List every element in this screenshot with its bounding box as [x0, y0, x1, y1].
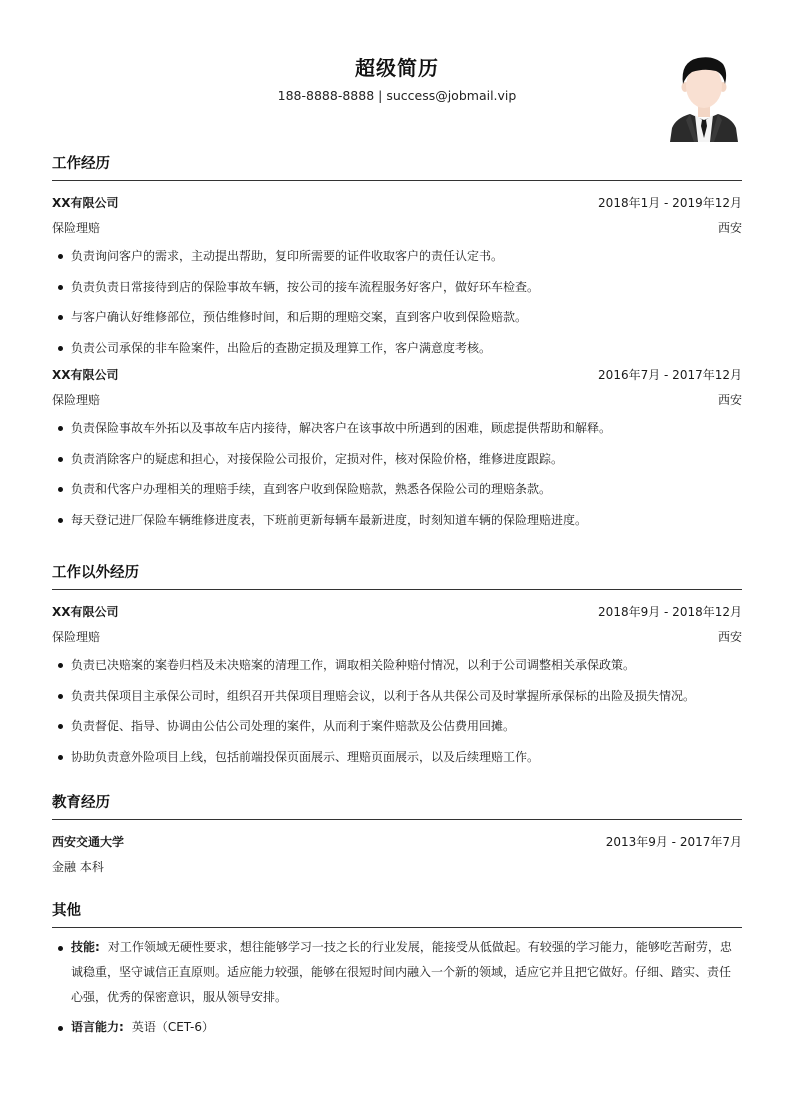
company-name: XX有限公司 [52, 605, 119, 619]
extra-entry-bullets [52, 650, 742, 772]
list-item: 每天登记进厂保险车辆维修进度表，下班前更新每辆车最新进度，时刻知道车辆的保险理赔进度。 [52, 505, 742, 536]
avatar [668, 54, 740, 142]
list-item: 与客户确认好维修部位，预估维修时间，和后期的理赔交案，直到客户收到保险赔款。 [52, 302, 742, 333]
list-item: 负责负责日常接待到店的保险事故车辆，按公司的接车流程服务好客户，做好环车检查。 [52, 272, 742, 303]
section-title-work: 工作经历 [52, 152, 742, 181]
work-entry-1-bullets [52, 241, 742, 363]
work-entry-1-head [52, 191, 742, 216]
date-range: 2018年1月 - 2019年12月 [598, 196, 742, 210]
date-range: 2013年9月 - 2017年7月 [605, 835, 742, 849]
extra-entry-head [52, 600, 742, 625]
skills-label: 技能: [71, 940, 100, 954]
job-city: 西安 [717, 393, 742, 407]
skills-item [52, 935, 742, 1010]
list-item: 负责督促、指导、协调由公估公司处理的案件，从而利于案件赔款及公估费用回摊。 [52, 711, 742, 742]
work-entry-2-sub [52, 388, 742, 413]
date-range: 2018年9月 - 2018年12月 [598, 605, 742, 619]
work-section [52, 152, 742, 535]
other-bullets [52, 935, 742, 1040]
list-item: 负责公司承保的非车险案件，出险后的查勘定损及理算工作，客户满意度考核。 [52, 333, 742, 364]
education-head [52, 830, 742, 855]
job-role: 保险理赔 [52, 221, 101, 235]
language-item [52, 1015, 742, 1040]
section-title-extra: 工作以外经历 [52, 561, 742, 590]
resume-header [0, 0, 794, 150]
list-item: 负责和代客户办理相关的理赔手续，直到客户收到保险赔款，熟悉各保险公司的理赔条款。 [52, 474, 742, 505]
work-entry-2-head [52, 363, 742, 388]
school-name: 西安交通大学 [52, 835, 125, 849]
job-role: 保险理赔 [52, 630, 101, 644]
other-section [52, 899, 742, 1045]
skills-text: 对工作领域无硬性要求，想往能够学习一技之长的行业发展，能接受从低做起。有较强的学习能力，能够吃苦耐劳，忠诚稳重，坚守诚信正直原则。适应能力较强，能够在很短时间内融入一个新的领域，适应它并且把它做好。仔细、踏实、责任心强，优秀的保密意识，服从领导安排。 [71, 940, 732, 1004]
list-item: 负责询问客户的需求，主动提出帮助，复印所需要的证件收取客户的责任认定书。 [52, 241, 742, 272]
job-city: 西安 [717, 221, 742, 235]
resume-name: 超级简历 [355, 56, 439, 80]
contact-line: 188-8888-8888 | success@jobmail.vip [277, 88, 517, 103]
language-text: 英语（CET-6） [131, 1020, 214, 1034]
section-title-other: 其他 [52, 899, 742, 928]
language-label: 语言能力: [71, 1020, 124, 1034]
company-name: XX有限公司 [52, 196, 119, 210]
section-title-education: 教育经历 [52, 791, 742, 820]
list-item: 负责消除客户的疑虑和担心，对接保险公司报价，定损对件，核对保险价格，维修进度跟踪。 [52, 444, 742, 475]
list-item: 负责已决赔案的案卷归档及未决赔案的清理工作，调取相关险种赔付情况，以利于公司调整相关承保政策。 [52, 650, 742, 681]
company-name: XX有限公司 [52, 368, 119, 382]
date-range: 2016年7月 - 2017年12月 [598, 368, 742, 382]
education-sub [52, 855, 742, 880]
major-degree: 金融 本科 [52, 860, 104, 874]
work-entry-1-sub [52, 216, 742, 241]
list-item: 负责保险事故车外拓以及事故车店内接待，解决客户在该事故中所遇到的困难，顾虑提供帮助和解释。 [52, 413, 742, 444]
list-item: 协助负责意外险项目上线，包括前端投保页面展示、理赔页面展示，以及后续理赔工作。 [52, 742, 742, 773]
extra-entry-sub [52, 625, 742, 650]
job-city: 西安 [717, 630, 742, 644]
education-section [52, 791, 742, 880]
job-role: 保险理赔 [52, 393, 101, 407]
extra-section [52, 561, 742, 772]
list-item: 负责共保项目主承保公司时，组织召开共保项目理赔会议，以利于各从共保公司及时掌握所承保标的出险及损失情况。 [52, 681, 742, 712]
work-entry-2-bullets [52, 413, 742, 535]
